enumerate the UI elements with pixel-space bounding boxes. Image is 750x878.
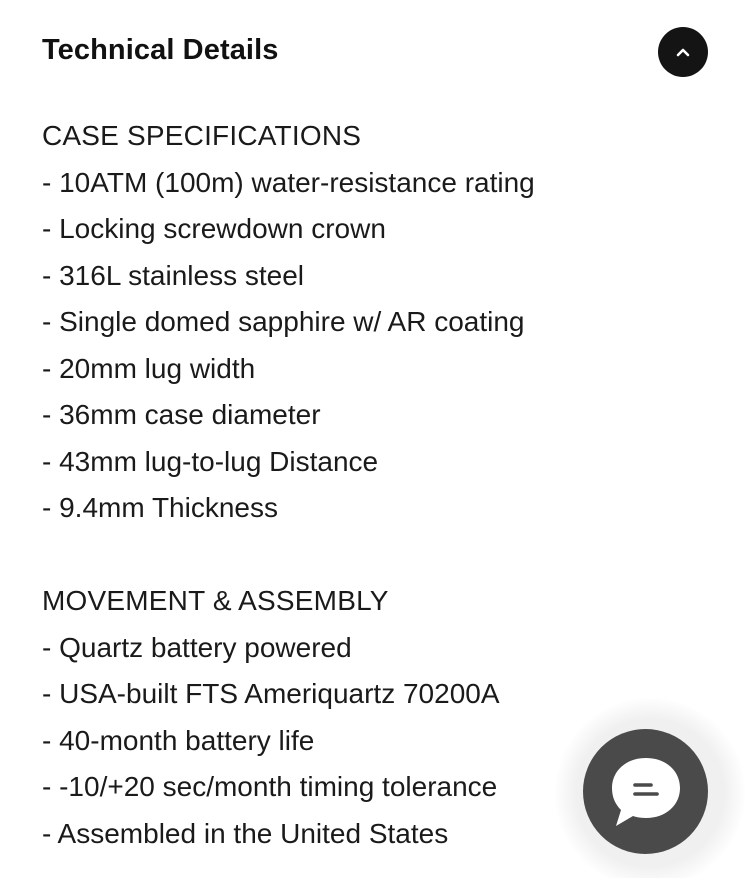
spec-item: - -10/+20 sec/month timing tolerance bbox=[42, 771, 498, 802]
spec-item: - Single domed sapphire w/ AR coating bbox=[42, 306, 525, 337]
spec-item: - 10ATM (100m) water-resistance rating bbox=[42, 166, 535, 198]
movement-assembly-heading: MOVEMENT & ASSEMBLY bbox=[42, 585, 389, 616]
spec-item: - 9.4mm Thickness bbox=[42, 492, 278, 523]
spec-item: - 20mm lug width bbox=[42, 352, 256, 384]
spec-item: - 316L stainless steel bbox=[42, 259, 304, 291]
section-spacer bbox=[42, 532, 602, 579]
technical-details-header[interactable] bbox=[42, 30, 708, 74]
spec-item: - Locking screwdown crown bbox=[42, 213, 386, 244]
section-title: Technical Details bbox=[42, 34, 279, 66]
spec-item: - 40-month battery life bbox=[42, 724, 315, 756]
chat-bubble-icon bbox=[606, 752, 686, 832]
spec-item: - 36mm case diameter bbox=[42, 399, 321, 430]
spec-item: - USA-built FTS Ameriquartz 70200A bbox=[42, 678, 500, 709]
collapse-button[interactable] bbox=[658, 27, 708, 77]
technical-details-content bbox=[42, 113, 602, 857]
chevron-up-icon bbox=[675, 47, 691, 57]
chat-button[interactable] bbox=[583, 729, 708, 854]
spec-item: - Assembled in the United States bbox=[42, 817, 449, 849]
spec-item: - Quartz battery powered bbox=[42, 631, 352, 663]
spec-item: - 43mm lug-to-lug Distance bbox=[42, 445, 379, 477]
case-specifications-heading: CASE SPECIFICATIONS bbox=[42, 120, 362, 151]
